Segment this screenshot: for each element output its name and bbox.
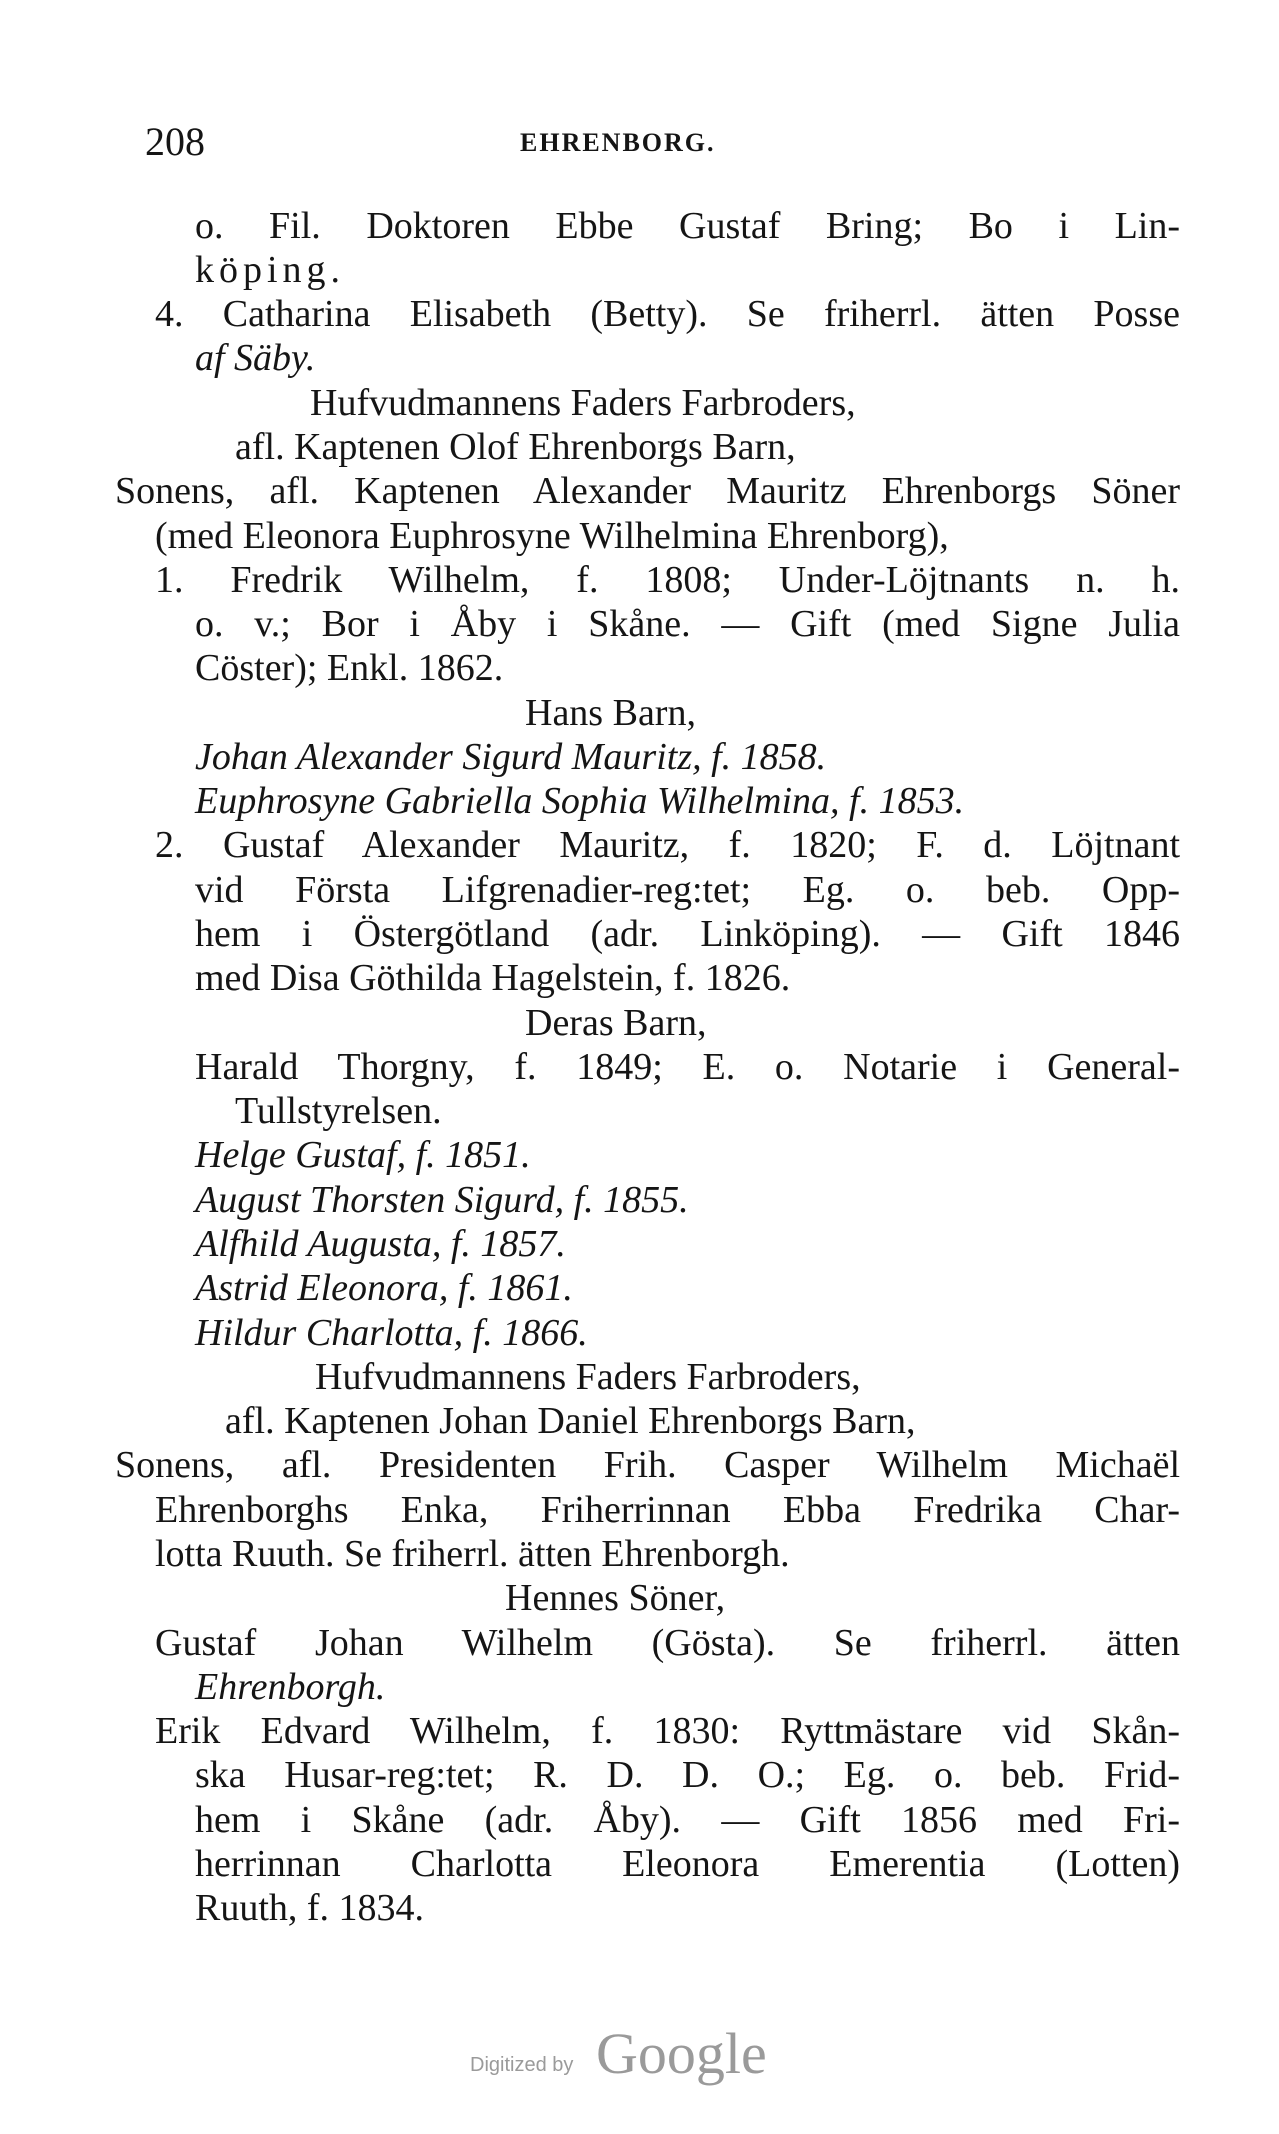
text-line-25: Astrid Eleonora, f. 1861.: [195, 1267, 573, 1309]
text-line-4: af Säby.: [195, 337, 316, 379]
text-line-33: Gustaf Johan Wilhelm (Gösta). Se friherrl. ätten: [155, 1622, 1180, 1664]
text-line-32: Hennes Söner,: [505, 1577, 726, 1619]
google-logo: Google: [596, 2021, 767, 2086]
text-line-20: Harald Thorgny, f. 1849; E. o. Notarie i General-: [195, 1046, 1180, 1088]
text-line-28: afl. Kaptenen Johan Daniel Ehrenborgs Barn,: [225, 1400, 916, 1442]
text-line-13: Johan Alexander Sigurd Mauritz, f. 1858.: [195, 736, 827, 778]
text-line-15: 2. Gustaf Alexander Mauritz, f. 1820; F. d. Löjtnant: [155, 824, 1180, 866]
text-line-17: hem i Östergötland (adr. Linköping). — Gift 1846: [195, 913, 1180, 955]
text-line-31: lotta Ruuth. Se friherrl. ätten Ehrenborgh.: [155, 1533, 790, 1575]
digitized-by-google-watermark: [470, 2020, 770, 2090]
text-line-38: herrinnan Charlotta Eleonora Emerentia (Lotten): [195, 1843, 1180, 1885]
text-line-7: Sonens, afl. Kaptenen Alexander Mauritz Ehrenborgs Söner: [115, 470, 1180, 512]
text-line-26: Hildur Charlotta, f. 1866.: [195, 1312, 588, 1354]
text-line-29: Sonens, afl. Presidenten Frih. Casper Wilhelm Michaël: [115, 1444, 1180, 1486]
text-line-2: köping.: [195, 249, 346, 291]
text-line-21: Tullstyrelsen.: [235, 1090, 442, 1132]
text-line-16: vid Första Lifgrenadier-reg:tet; Eg. o. beb. Opp-: [195, 869, 1180, 911]
text-line-9: 1. Fredrik Wilhelm, f. 1808; Under-Löjtnants n. h.: [155, 559, 1180, 601]
digitized-by-label: Digitized by: [470, 2054, 574, 2076]
text-line-37: hem i Skåne (adr. Åby). — Gift 1856 med Fri-: [195, 1799, 1180, 1841]
text-line-6: afl. Kaptenen Olof Ehrenborgs Barn,: [235, 426, 796, 468]
running-title: EHRENBORG.: [520, 128, 716, 157]
text-line-30: Ehrenborghs Enka, Friherrinnan Ebba Fredrika Char-: [155, 1489, 1180, 1531]
text-line-23: August Thorsten Sigurd, f. 1855.: [195, 1179, 689, 1221]
text-line-39: Ruuth, f. 1834.: [195, 1887, 425, 1929]
text-line-36: ska Husar-reg:tet; R. D. D. O.; Eg. o. beb. Frid-: [195, 1754, 1180, 1796]
text-line-14: Euphrosyne Gabriella Sophia Wilhelmina, f. 1853.: [195, 780, 965, 822]
page-header: [145, 118, 1175, 166]
text-line-3: 4. Catharina Elisabeth (Betty). Se friherrl. ätten Posse: [155, 293, 1180, 335]
text-line-10: o. v.; Bor i Åby i Skåne. — Gift (med Signe Julia: [195, 603, 1180, 645]
text-line-12: Hans Barn,: [525, 692, 696, 734]
text-line-35: Erik Edvard Wilhelm, f. 1830: Ryttmästare vid Skån-: [155, 1710, 1180, 1752]
page-number: 208: [145, 119, 205, 164]
text-line-5: Hufvudmannens Faders Farbroders,: [310, 382, 856, 424]
text-line-18: med Disa Göthilda Hagelstein, f. 1826.: [195, 957, 791, 999]
text-line-24: Alfhild Augusta, f. 1857.: [195, 1223, 566, 1265]
text-line-1: o. Fil. Doktoren Ebbe Gustaf Bring; Bo i Lin-: [195, 205, 1180, 247]
text-line-22: Helge Gustaf, f. 1851.: [195, 1134, 531, 1176]
text-line-8: (med Eleonora Euphrosyne Wilhelmina Ehrenborg),: [155, 515, 949, 557]
text-line-11: Cöster); Enkl. 1862.: [195, 647, 504, 689]
text-line-19: Deras Barn,: [525, 1002, 707, 1044]
text-line-27: Hufvudmannens Faders Farbroders,: [315, 1356, 861, 1398]
text-line-34: Ehrenborgh.: [195, 1666, 386, 1708]
